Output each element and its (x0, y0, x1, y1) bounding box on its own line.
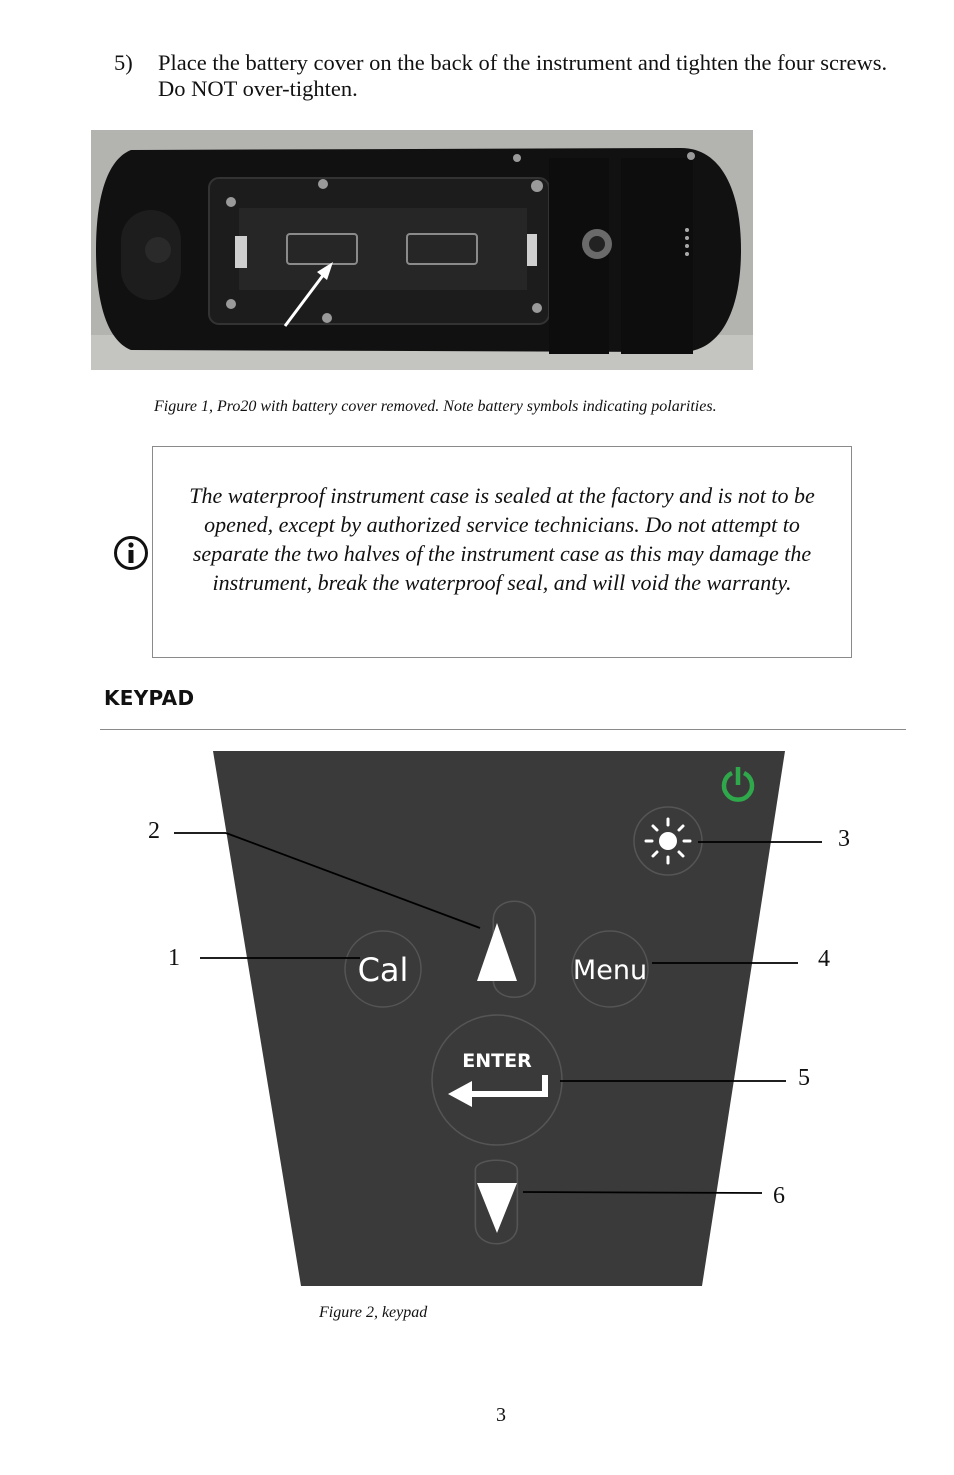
callout-5: 5 (798, 1065, 810, 1091)
page-number: 3 (496, 1404, 506, 1426)
enter-label: ENTER (462, 1050, 532, 1072)
info-icon (113, 535, 149, 571)
figure-1-caption: Figure 1, Pro20 with battery cover removed. Note battery symbols indicating polarities. (154, 398, 717, 415)
callout-2: 2 (148, 818, 160, 844)
callout-1: 1 (168, 945, 180, 971)
note-text: The waterproof instrument case is sealed at the factory and is not to be opened, except by authorized service technicians. Do not attempt to separate the two halves of the instrument case as this may damage the instrument, break the waterproof seal, and will void the warranty. (189, 483, 815, 595)
warning-note (152, 446, 852, 658)
callout-3: 3 (838, 826, 850, 852)
step-text: Place the battery cover on the back of the instrument and tighten the four screws. Do NOT over-tighten. (158, 50, 888, 101)
backlight-icon (646, 819, 690, 863)
section-heading: KEYPAD (104, 686, 195, 710)
callout-4: 4 (818, 946, 830, 972)
step-number: 5) (114, 50, 133, 75)
battery-compartment-photo (91, 130, 753, 370)
callout-6: 6 (773, 1183, 785, 1209)
figure-2-caption: Figure 2, keypad (319, 1304, 428, 1321)
menu-label: Menu (572, 955, 648, 986)
cal-label: Cal (357, 951, 409, 989)
keypad-figure (150, 745, 870, 1295)
section-divider (100, 729, 906, 730)
